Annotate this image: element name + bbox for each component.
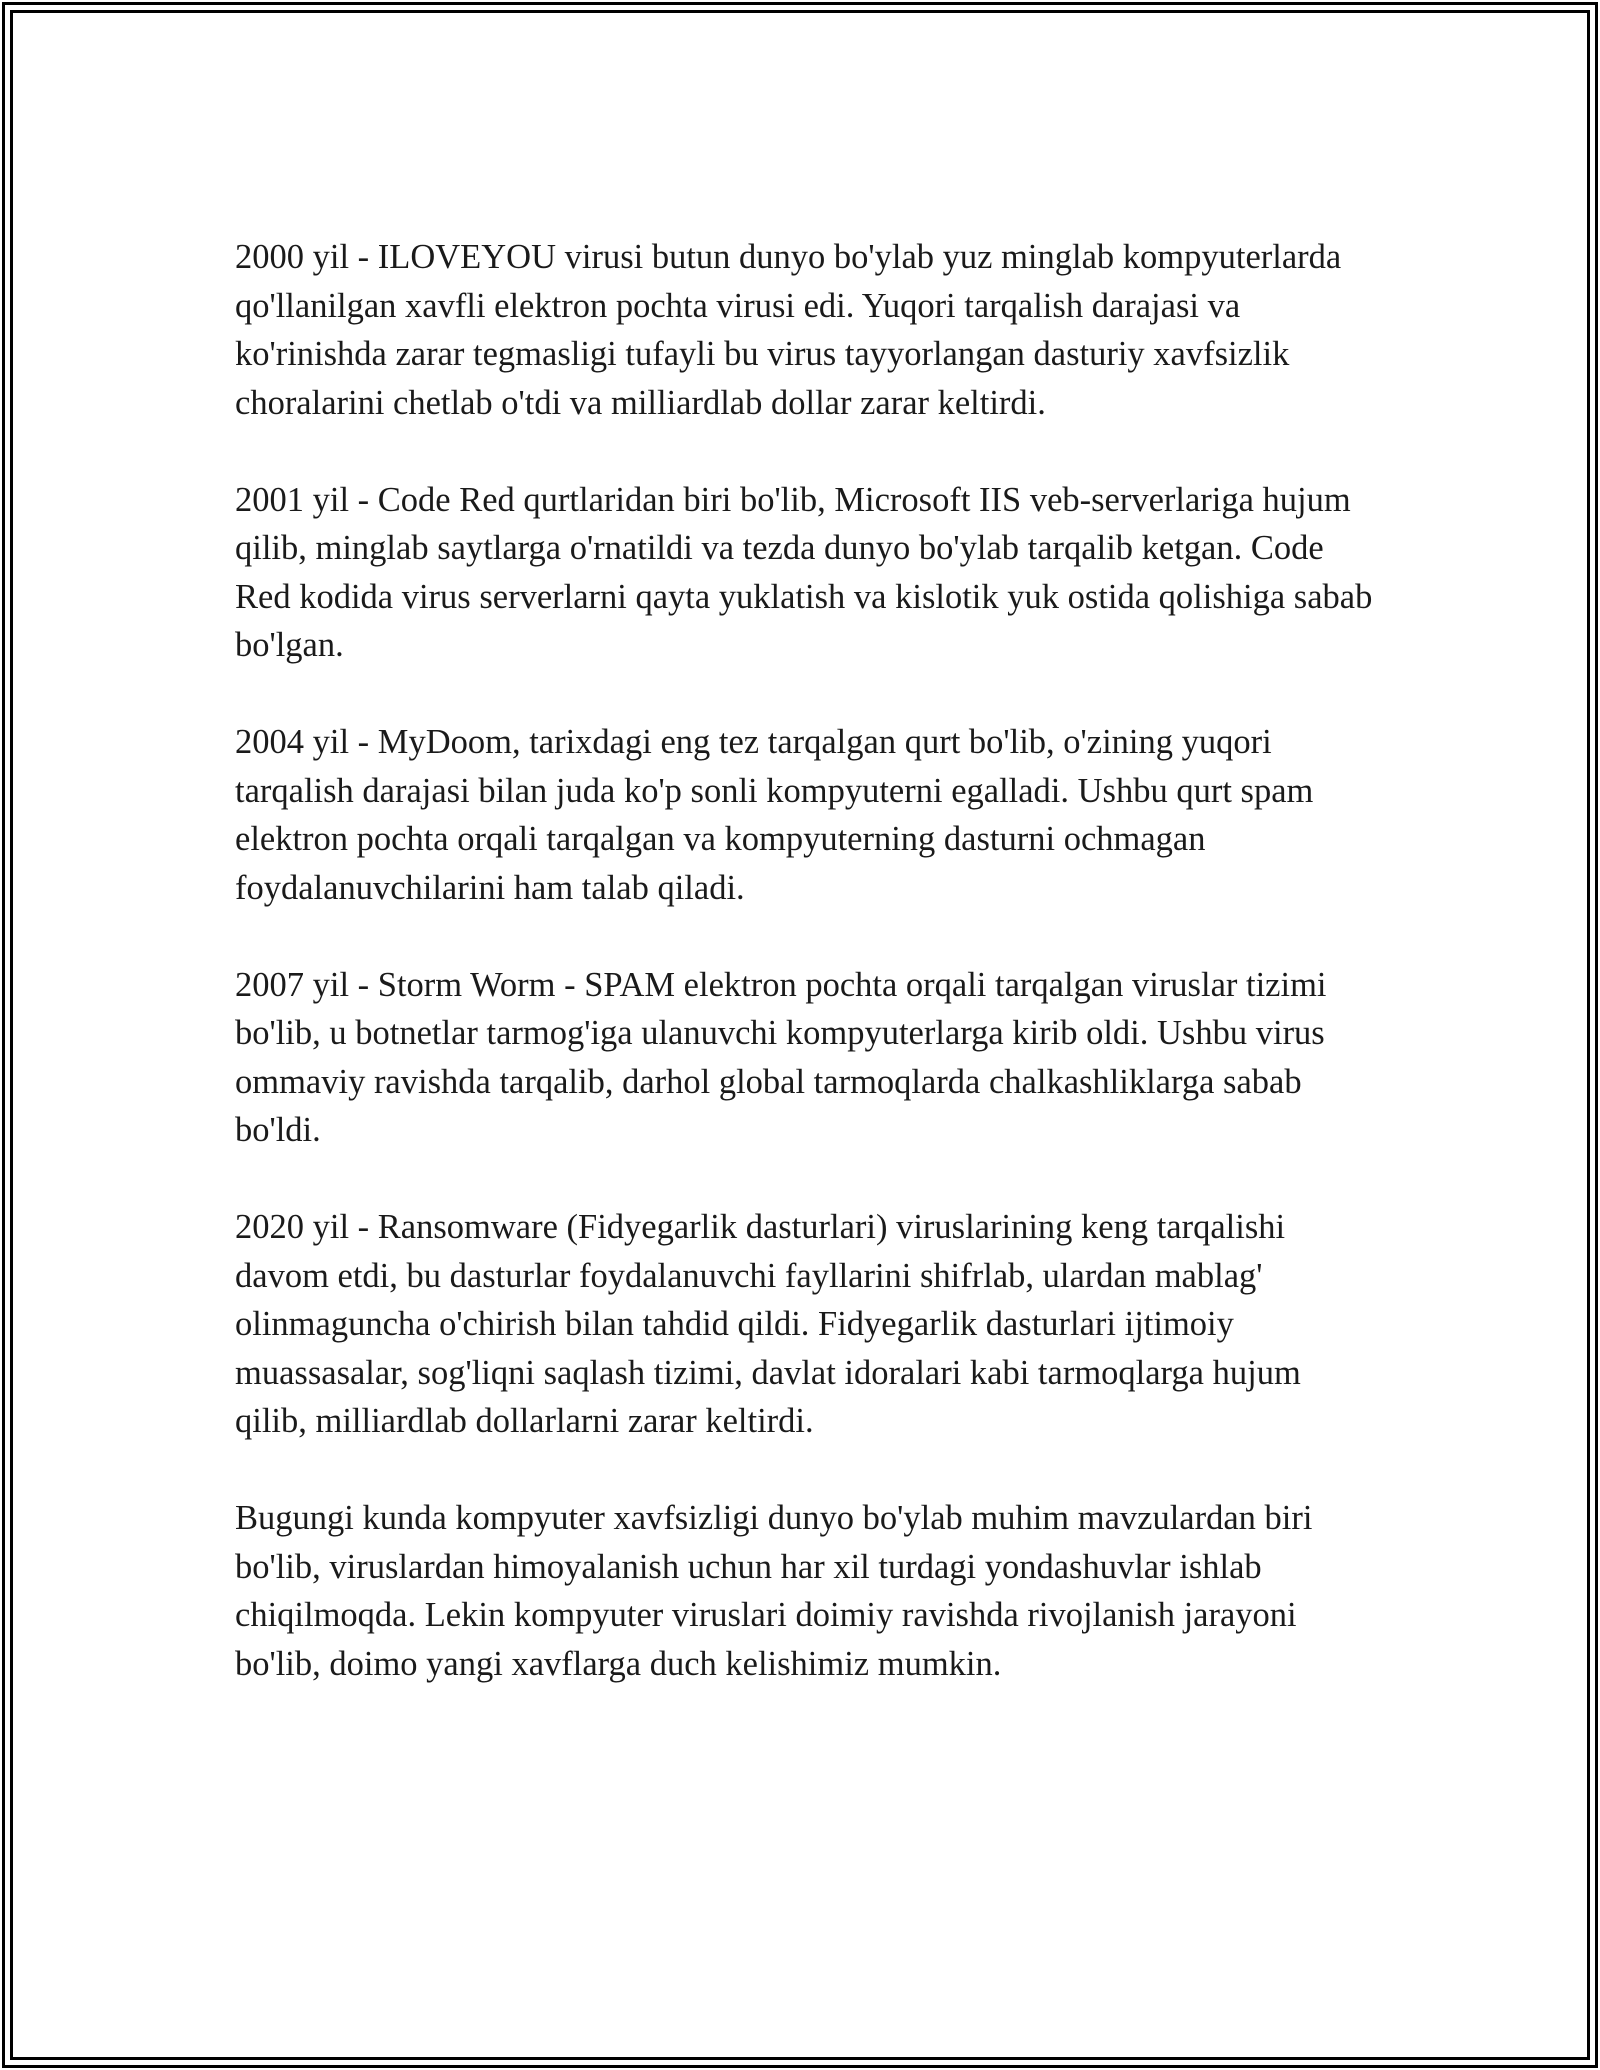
paragraph-2001: 2001 yil - Code Red qurtlaridan biri bo'lib, Microsoft IIS veb-serverlariga hujum qilib, minglab saytlarga o'rnatildi va tezda dunyo bo'ylab tarqalib ketgan. Code Red kodida virus serverlarni qayta yuklatish va kislotik yuk ostida qolishiga sabab bo'lgan. bbox=[235, 480, 1373, 664]
document-body bbox=[235, 233, 1375, 1737]
paragraph-2007: 2007 yil - Storm Worm - SPAM elektron pochta orqali tarqalgan viruslar tizimi bo'lib, u botnetlar tarmog'iga ulanuvchi kompyuterlarga kirib oldi. Ushbu virus ommaviy ravishda tarqalib, darhol global tarmoqlarda chalkashliklarga sabab bo'ldi. bbox=[235, 965, 1327, 1149]
paragraph-2020: 2020 yil - Ransomware (Fidyegarlik dasturlari) viruslarining keng tarqalishi davom etdi, bu dasturlar foydalanuvchi fayllarini shifrlab, ulardan mablag' olinmaguncha o'chirish bilan tahdid qildi. Fidyegarlik dasturlari ijtimoiy muassasalar, sog'liqni saqlash tizimi, davlat idoralari kabi tarmoqlarga hujum qilib, milliardlab dollarlarni zarar keltirdi. bbox=[235, 1208, 1301, 1440]
paragraph-2000: 2000 yil - ILOVEYOU virusi butun dunyo bo'ylab yuz minglab kompyuterlarda qo'llanilgan xavfli elektron pochta virusi edi. Yuqori tarqalish darajasi va ko'rinishda zarar tegmasligi tufayli bu virus tayyorlangan dasturiy xavfsizlik choralarini chetlab o'tdi va milliardlab dollar zarar keltirdi. bbox=[235, 238, 1342, 422]
paragraph-2004: 2004 yil - MyDoom, tarixdagi eng tez tarqalgan qurt bo'lib, o'zining yuqori tarqalish darajasi bilan juda ko'p sonli kompyuterni egalladi. Ushbu qurt spam elektron pochta orqali tarqalgan va kompyuterning dasturni ochmagan foydalanuvchilarini ham talab qiladi. bbox=[235, 723, 1314, 907]
paragraph-conclusion: Bugungi kunda kompyuter xavfsizligi dunyo bo'ylab muhim mavzulardan biri bo'lib, viruslardan himoyalanish uchun har xil turdagi yondashuvlar ishlab chiqilmoqda. Lekin kompyuter viruslari doimiy ravishda rivojlanish jarayoni bo'lib, doimo yangi xavflarga duch kelishimiz mumkin. bbox=[235, 1499, 1313, 1683]
